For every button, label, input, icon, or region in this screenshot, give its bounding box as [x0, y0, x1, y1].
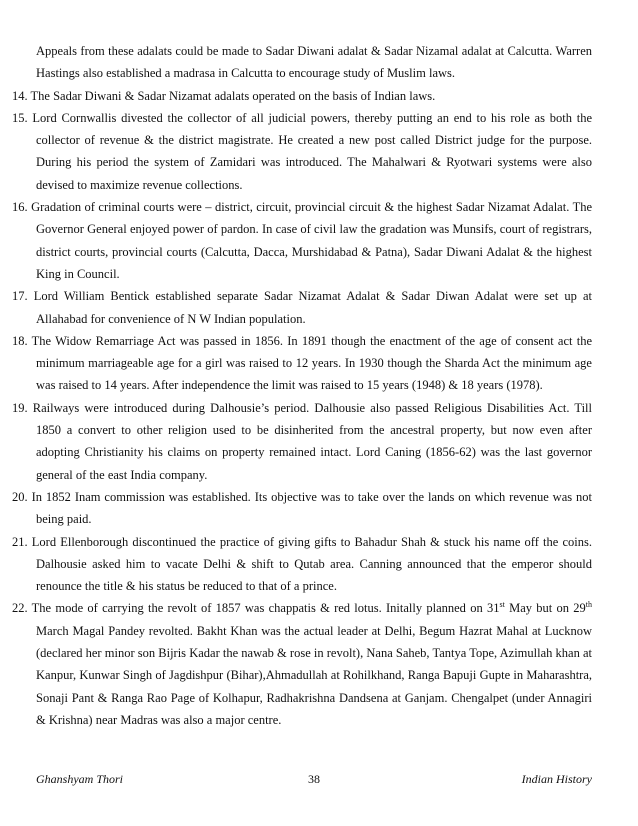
- item-text: Lord Ellenborough discontinued the practice of giving gifts to Bahadur Shah & stuck his name off the coins. Dalhousie asked him to vacate Delhi & shift to Qutab area. Canning announced that the emperor should renounce the title & his status be reduced to that of a prince.: [31, 534, 592, 594]
- footer-author: Ghanshyam Thori: [36, 772, 124, 786]
- list-item-20: [12, 486, 593, 531]
- footer-subject: Indian History: [521, 772, 592, 786]
- item-text: Lord William Bentick established separate Sadar Nizamat Adalat & Sadar Diwan Adalat were set up at Allahabad for convenience of N W Indian population.: [33, 289, 592, 326]
- ordinal-suffix: st: [499, 600, 505, 610]
- list-item-17: [12, 285, 592, 330]
- footer-page-number: 38: [308, 772, 320, 786]
- item-number: 16.: [12, 200, 28, 215]
- page-footer: [36, 771, 592, 787]
- list-item-15: [12, 107, 592, 196]
- list-item-22: [12, 597, 592, 731]
- item-text-part3: March Magal Pandey revolted. Bakht Khan was the actual leader at Delhi, Begum Hazrat Mahal at Lucknow (declared her minor son Bijris Kadar the nawab & rose in revolt), Nana Saheb, Tantya Tope, Azimullah khan at Kanpur, Kunwar Singh of Jagdishpur (Bihar),Ahmadullah at Rohilkhand, Ranga Bapuji Gupte in Maharashtra, Sonaji Pant & Ranga Rao Page of Kolhapur, Radhakrishna Dandsena at Ganjam. Chengalpet (under Annagiri & Krishna) near Madras was also a major centre.: [36, 623, 592, 727]
- item-number: 21.: [12, 534, 28, 549]
- item-text: In 1852 Inam commission was established. Its objective was to take over the lands on which revenue was not being paid.: [31, 489, 593, 527]
- list-item-18: [12, 330, 593, 397]
- intro-paragraph: Appeals from these adalats could be made to Sadar Diwani adalat & Sadar Nizamal adalat at Calcutta. Warren Hastings also established a madrasa in Calcutta to encourage study of Muslim laws.: [36, 44, 592, 81]
- item-text-part1: The mode of carrying the revolt of 1857 was chappatis & red lotus. Initally planned on 31: [31, 601, 500, 616]
- list-item-16: [12, 196, 592, 285]
- item-number: 15.: [12, 110, 28, 125]
- item-text: Railways were introduced during Dalhousie’s period. Dalhousie also passed Religious Disabilities Act. Till 1850 a convert to other religion used to be disinherited from the ancestral property, but now even after adopting Christianity his claims on property remained intact. Lord Caning (1856-62) was the last governor general of the east India company.: [32, 400, 593, 482]
- item-number: 19.: [12, 400, 28, 415]
- item-text: The Sadar Diwani & Sadar Nizamat adalats operated on the basis of Indian laws.: [30, 88, 436, 103]
- item-text: Lord Cornwallis divested the collector of all judicial powers, thereby putting an end to his role as both the collector of revenue & the district magistrate. He created a new post called District judge for the purpose. During his period the system of Zamidari was introduced. The Mahalwari & Ryotwari systems were also devised to maximize revenue collections.: [32, 110, 592, 192]
- item-text: Gradation of criminal courts were – district, circuit, provincial circuit & the highest Sadar Nizamat Adalat. The Governor General enjoyed power of pardon. In case of civil law the gradation was Munsifs, court of registrars, district courts, provincial courts (Calcutta, Dacca, Murshidabad & Patna), Sadar Diwani Adalat & the highest King in Council.: [31, 200, 592, 281]
- item-number: 14.: [12, 88, 28, 103]
- item-text: The Widow Remarriage Act was passed in 1856. In 1891 though the enactment of the age of consent act the minimum marriageable age for a girl was raised to 12 years. In 1930 though the Sharda Act the minimum age was raised to 14 years. After independence the limit was raised to 15 years (1948) & 18 years (1978).: [31, 333, 593, 393]
- item-number: 17.: [12, 289, 28, 304]
- ordinal-suffix: th: [585, 600, 592, 610]
- item-text-part2: May but on 29: [504, 601, 586, 616]
- item-number: 22.: [12, 601, 28, 616]
- item-number: 20.: [12, 489, 28, 504]
- list-item-21: [12, 531, 592, 598]
- item-number: 18.: [12, 333, 28, 348]
- page-body: [12, 40, 593, 731]
- list-item-14: [12, 85, 592, 107]
- list-item-19: [12, 397, 593, 486]
